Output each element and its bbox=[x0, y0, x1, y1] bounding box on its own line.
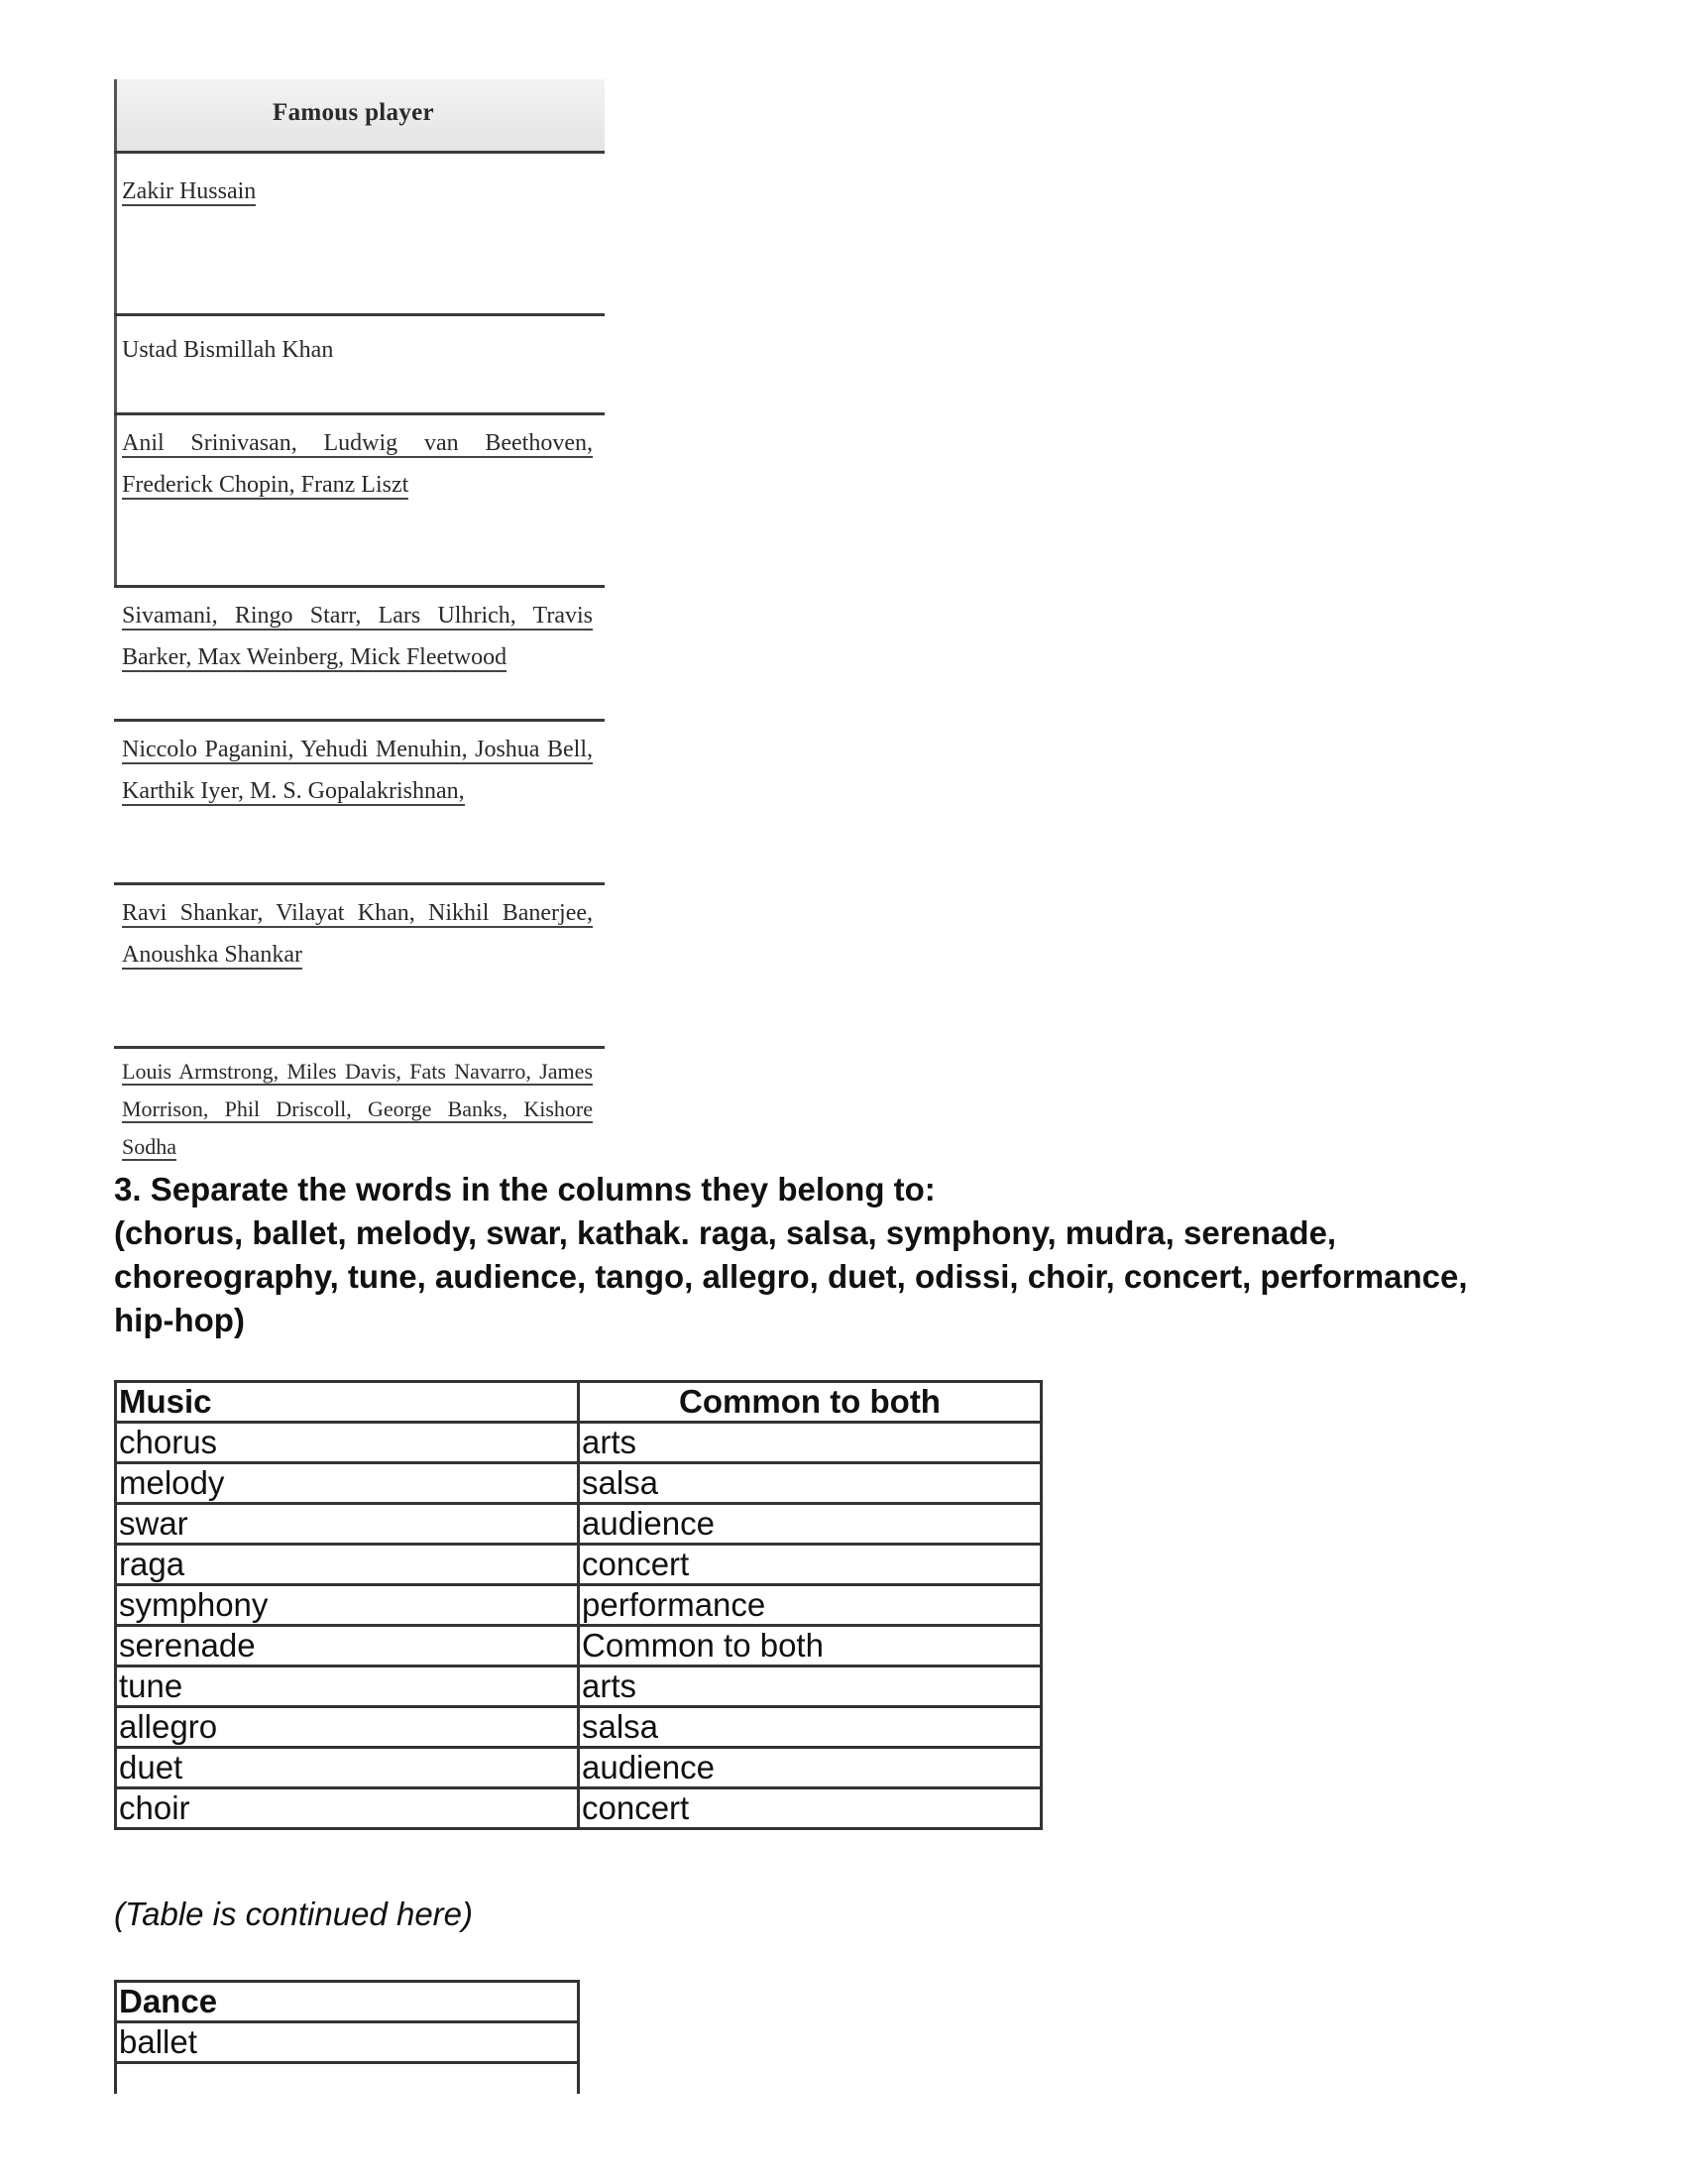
common-cell: audience bbox=[579, 1504, 1042, 1545]
common-cell: arts bbox=[579, 1667, 1042, 1707]
scan-divider bbox=[114, 882, 605, 885]
common-cell: concert bbox=[579, 1788, 1042, 1829]
table-header-row bbox=[116, 1982, 579, 2022]
music-cell: duet bbox=[116, 1748, 579, 1788]
player-cell-7 bbox=[122, 1053, 593, 1166]
table-row bbox=[116, 1748, 1042, 1788]
table-row bbox=[116, 1626, 1042, 1667]
common-cell: arts bbox=[579, 1423, 1042, 1463]
common-cell: performance bbox=[579, 1585, 1042, 1626]
table-row bbox=[116, 1788, 1042, 1829]
music-cell: chorus bbox=[116, 1423, 579, 1463]
scan-divider bbox=[114, 719, 605, 722]
table-row bbox=[116, 1463, 1042, 1504]
player-cell-6 bbox=[122, 892, 593, 976]
player-cell-1 bbox=[122, 171, 593, 212]
dance-cell: ballet bbox=[116, 2022, 579, 2063]
scan-divider bbox=[114, 313, 605, 316]
music-cell: melody bbox=[116, 1463, 579, 1504]
table-header-row bbox=[116, 1382, 1042, 1423]
player-text-7: Louis Armstrong, Miles Davis, Fats Navarro, James Morrison, Phil Driscoll, George Banks, Kishore Sodha bbox=[122, 1059, 593, 1159]
common-cell: Common to both bbox=[579, 1626, 1042, 1667]
question-word-list-line-3: hip-hop) bbox=[114, 1302, 245, 1338]
table-continued-note: (Table is continued here) bbox=[114, 1896, 474, 1932]
player-cell-3 bbox=[122, 422, 593, 506]
music-cell: choir bbox=[116, 1788, 579, 1829]
music-cell: raga bbox=[116, 1545, 579, 1585]
music-common-table bbox=[114, 1380, 1043, 1830]
player-text-5: Niccolo Paganini, Yehudi Menuhin, Joshua Bell, Karthik Iyer, M. S. Gopalakrishnan, bbox=[122, 737, 593, 804]
scan-divider bbox=[114, 1046, 605, 1049]
table-row bbox=[116, 2022, 579, 2063]
common-cell: salsa bbox=[579, 1707, 1042, 1748]
player-text-1: Zakir Hussain bbox=[122, 178, 257, 204]
music-cell: tune bbox=[116, 1667, 579, 1707]
header-common-to-both: Common to both bbox=[579, 1382, 1042, 1423]
player-text-2: Ustad Bismillah Khan bbox=[122, 337, 334, 363]
common-cell: salsa bbox=[579, 1463, 1042, 1504]
player-text-3: Anil Srinivasan, Ludwig van Beethoven, Frederick Chopin, Franz Liszt bbox=[122, 430, 593, 498]
famous-player-header bbox=[114, 79, 605, 151]
common-cell: audience bbox=[579, 1748, 1042, 1788]
scan-divider bbox=[114, 412, 605, 415]
famous-player-header-title: Famous player bbox=[273, 99, 434, 126]
question-title: 3. Separate the words in the columns they belong to: bbox=[114, 1171, 936, 1207]
common-cell: concert bbox=[579, 1545, 1042, 1585]
player-cell-4 bbox=[122, 595, 593, 678]
music-cell: allegro bbox=[116, 1707, 579, 1748]
player-text-6: Ravi Shankar, Vilayat Khan, Nikhil Banerjee, Anoushka Shankar bbox=[122, 900, 593, 968]
player-cell-2 bbox=[122, 329, 593, 371]
table-row bbox=[116, 1707, 1042, 1748]
question-word-list-line-2: choreography, tune, audience, tango, allegro, duet, odissi, choir, concert, performance, bbox=[114, 1258, 1468, 1295]
famous-player-scan bbox=[114, 79, 610, 1160]
music-cell: serenade bbox=[116, 1626, 579, 1667]
header-music: Music bbox=[116, 1382, 579, 1423]
table-row bbox=[116, 1585, 1042, 1626]
music-cell: symphony bbox=[116, 1585, 579, 1626]
dance-table bbox=[114, 1980, 580, 2094]
question-word-list-line-1: (chorus, ballet, melody, swar, kathak. raga, salsa, symphony, mudra, serenade, bbox=[114, 1214, 1337, 1251]
scan-divider bbox=[114, 151, 605, 154]
player-text-4: Sivamani, Ringo Starr, Lars Ulhrich, Travis Barker, Max Weinberg, Mick Fleetwood bbox=[122, 603, 593, 670]
player-cell-5 bbox=[122, 729, 593, 812]
table-row bbox=[116, 1667, 1042, 1707]
scan-left-border bbox=[114, 79, 117, 585]
table-row bbox=[116, 2063, 579, 2095]
dance-cell bbox=[116, 2063, 579, 2095]
table-row bbox=[116, 1423, 1042, 1463]
question-3 bbox=[114, 1168, 1601, 1342]
scan-divider bbox=[114, 585, 605, 588]
table-row bbox=[116, 1545, 1042, 1585]
header-dance: Dance bbox=[116, 1982, 579, 2022]
table-row bbox=[116, 1504, 1042, 1545]
music-cell: swar bbox=[116, 1504, 579, 1545]
